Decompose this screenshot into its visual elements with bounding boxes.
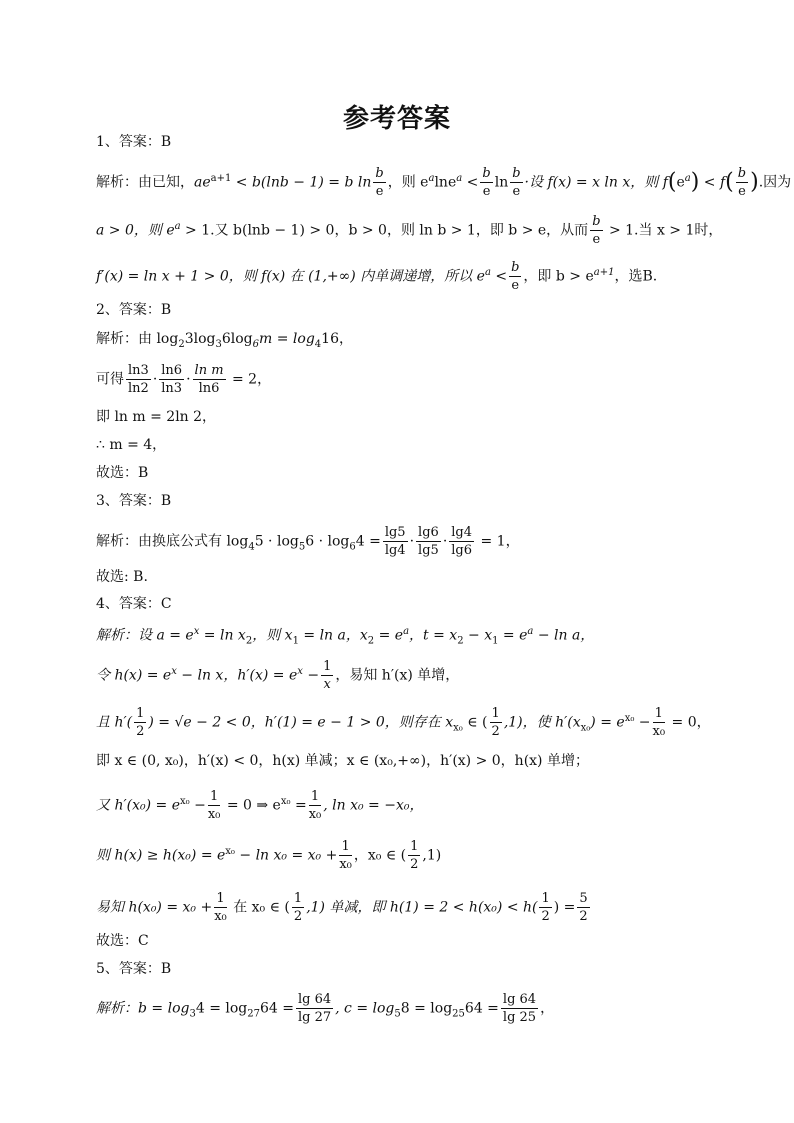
q1-solution-line-2: a > 0，则 $e^a > 1$.又 b(lnb − 1) > 0，b > 0，则 ln b > 1，即 b > e，从而 $\frac{b}{e}$ > 1.当 x > 1时， — [96, 214, 723, 247]
q4-result: 故选：C — [96, 933, 149, 949]
q3-answer: 3、答案：B — [96, 493, 172, 509]
q3-solution-line-1: 解析：由换底公式有 $\log_45 \cdot \log_56 \cdot \log_64$ = $\frac{\lg 5}{\lg 4}$ · $\frac{\lg 6}{\lg 5}$ · $\frac{\lg 4}{\lg 6}$ = 1， — [96, 525, 520, 558]
q5-solution-line-1: 解析：$b = \log_34 = \log_{27}64$ = $\frac{\lg 64}{\lg 27}$ , $c = \log_58 = \log_{25}64$ = $\frac{\lg 64}{\lg 25}$ ， — [96, 992, 555, 1025]
q1-solution-line-1: 解析：由已知，$ae^{a+1} < b(\ln b - 1) = b$ ln $\frac{b}{e}$ ，则 $e^a\ln e^a$ < $\frac{b}{e}$ ln $\frac{b}{e}$ ·设 f(x) = x ln x，则 $f(e^a) < f$( $\frac{b}{e}$ ).因为 — [96, 166, 792, 199]
q1-answer: 1、答案：B — [96, 134, 172, 150]
q4-solution-line-4: 即 x ∈ (0, x₀)，h′(x) < 0，h(x) 单减；x ∈ (x₀,+∞)，h′(x) > 0，h(x) 单增； — [96, 753, 589, 769]
q4-solution-line-5: 又 $h'(x_0) = e^{x_0}$ − $\frac{1}{\text{x₀}}$ = 0 ⇒ $e^{x_0}$ = $\frac{1}{\text{x₀}}$ , ln x₀ = −x₀， — [96, 789, 424, 822]
q1-solution-line-3: f′(x) = ln x + 1 > 0，则 f(x) 在 (1,+∞) 内单调递增，所以 $e^a$ < $\frac{b}{e}$ ，即 $b > e^{a+1}$，选B. — [96, 260, 658, 293]
q2-solution-line-3: 即 ln m = 2ln 2， — [96, 409, 217, 425]
q2-answer: 2、答案：B — [96, 302, 172, 318]
q4-answer: 4、答案：C — [96, 596, 172, 612]
q4-solution-line-6: 则 $h(x) \ge h(x_0) = e^{x_0} - \ln x_0 = x_0$ + $\frac{1}{\text{x₀}}$ ，x₀ ∈ ( $\frac{1}{2}$ ,1) — [96, 839, 442, 872]
q3-result: 故选: B. — [96, 569, 148, 585]
q5-answer: 5、答案：B — [96, 961, 172, 977]
q2-solution-line-4: ∴ m = 4， — [96, 437, 167, 453]
q2-solution-line-2: 可得 $\frac{\ln 3}{\ln 2}$ · $\frac{\ln 6}{\ln 3}$ · $\frac{\text{ln m}}{\ln 6}$ = 2， — [96, 363, 272, 396]
q4-solution-line-3: 且 h′( $\frac{1}{2}$ ) = √e − 2 < 0，h′(1) = e − 1 > 0，则存在 $x_{x_0}$ ∈ ( $\frac{1}{2}$ ,1)，使 $h'(x_{x_0}) = e^{x_0}$ − $\frac{1}{\text{x₀}}$ = 0， — [96, 706, 711, 739]
q4-solution-line-2: 令 $h(x) = e^x - \ln x$，$h'(x) = e^x$ − $\frac{1}{x}$ ，易知 h′(x) 单增， — [96, 659, 460, 692]
q4-solution-line-1: 解析：设 $a = e^x = \ln x_2$，则 $x_1 = \ln a$，$x_2 = e^a$，$t = x_2 - x_1 = e^a - \ln a$， — [96, 626, 595, 647]
q4-solution-line-7: 易知 h(x₀) = x₀ + $\frac{1}{\text{x₀}}$ 在 x₀ ∈ ( $\frac{1}{2}$ ,1) 单减，即 h(1) = 2 < h(x₀) < h( $\frac{1}{2}$ ) = $\frac{5}{2}$ — [96, 891, 588, 924]
page-title: 参考答案 — [342, 104, 451, 134]
q2-result: 故选：B — [96, 465, 149, 481]
q2-solution-line-1: 解析：由 $\log_23\log_36\log_6m = \log_416$， — [96, 331, 353, 350]
